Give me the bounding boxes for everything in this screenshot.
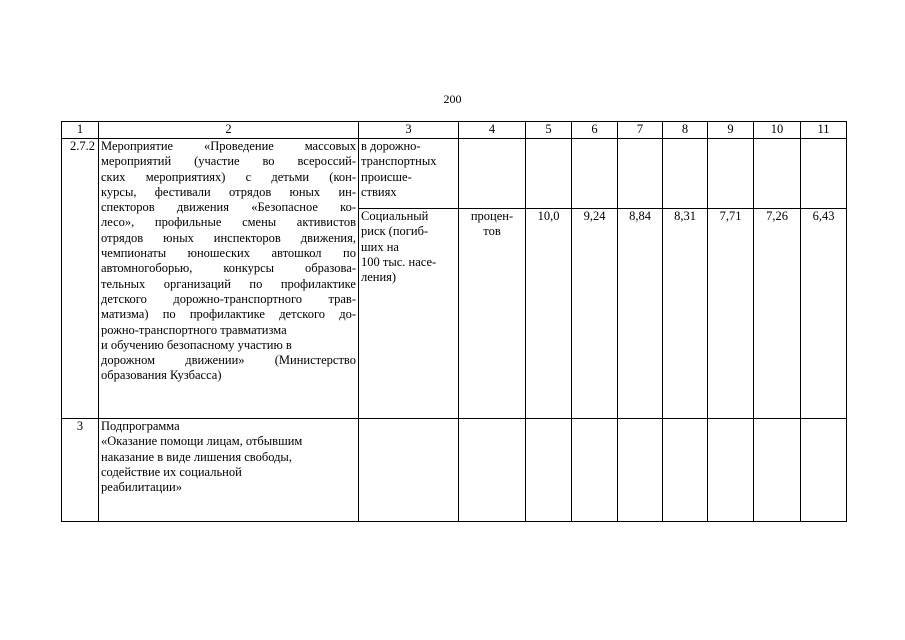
- header-cell: 8: [663, 122, 708, 139]
- header-cell: 11: [801, 122, 847, 139]
- indicator-line: происше-: [361, 169, 412, 184]
- indicator-table: [61, 121, 847, 522]
- empty-cell: [526, 419, 572, 522]
- header-cell: 4: [459, 122, 526, 139]
- description-line: отрядов юных инспекторов движения,: [101, 230, 356, 245]
- description-line: и обучению безопасному участию в: [101, 337, 292, 352]
- description-line: содействие их социальной: [101, 464, 242, 479]
- empty-cell: [572, 419, 618, 522]
- description-line: курсы, фестивали отрядов юных ин-: [101, 184, 356, 199]
- indicator-name-cell: [359, 209, 459, 419]
- indicator-line: риск (погиб-: [361, 224, 429, 239]
- description-line: образования Кузбасса): [101, 368, 222, 383]
- empty-cell: [459, 139, 526, 209]
- description-line: Мероприятие «Проведение массовых: [101, 139, 356, 153]
- row-number: 2.7.2: [62, 139, 99, 419]
- empty-cell: [708, 419, 754, 522]
- indicator-line: транспортных: [361, 154, 437, 169]
- description-line: чемпионаты юношеских автошкол по: [101, 246, 356, 261]
- description-line: мероприятий (участие во всероссий-: [101, 154, 356, 169]
- empty-cell: [459, 419, 526, 522]
- empty-cell: [708, 139, 754, 209]
- header-cell: 3: [359, 122, 459, 139]
- indicator-line: Социальный: [361, 209, 429, 223]
- value-cell: 10,0: [526, 209, 572, 419]
- description-line: «Оказание помощи лицам, отбывшим: [101, 434, 303, 449]
- indicator-line: в дорожно-: [361, 139, 421, 153]
- description-line: рожно-транспортного травматизма: [101, 322, 287, 337]
- empty-cell: [754, 419, 801, 522]
- indicator-line: 100 тыс. насе-: [361, 254, 437, 269]
- header-cell: 2: [99, 122, 359, 139]
- empty-cell: [618, 419, 663, 522]
- indicator-name-cell: [359, 139, 459, 209]
- empty-cell: [663, 139, 708, 209]
- empty-cell: [618, 139, 663, 209]
- indicator-line: ших на: [361, 239, 399, 254]
- value-cell: 7,71: [708, 209, 754, 419]
- table-header-row: [62, 122, 847, 139]
- indicator-line: ления): [361, 270, 397, 285]
- empty-cell: [663, 419, 708, 522]
- description-line: реабилитации»: [101, 480, 182, 495]
- header-cell: 7: [618, 122, 663, 139]
- header-cell: 1: [62, 122, 99, 139]
- unit-line: процен-: [470, 209, 514, 223]
- unit-line: тов: [483, 224, 501, 239]
- page-number: 200: [443, 92, 462, 106]
- header-cell: 5: [526, 122, 572, 139]
- value-cell: 8,84: [618, 209, 663, 419]
- empty-cell: [754, 139, 801, 209]
- row-description: [99, 139, 359, 419]
- header-cell: 9: [708, 122, 754, 139]
- empty-cell: [572, 139, 618, 209]
- empty-cell: [801, 419, 847, 522]
- unit-cell: [459, 209, 526, 419]
- empty-cell: [801, 139, 847, 209]
- empty-cell: [359, 419, 459, 522]
- header-cell: 10: [754, 122, 801, 139]
- description-line: ских мероприятиях) с детьми (кон-: [101, 169, 356, 184]
- value-cell: 8,31: [663, 209, 708, 419]
- header-cell: 6: [572, 122, 618, 139]
- description-line: автомногоборью, конкурсы образова-: [101, 261, 356, 276]
- table-row: [62, 419, 847, 522]
- empty-cell: [526, 139, 572, 209]
- description-line: лесо», профильные смены активистов: [101, 215, 356, 230]
- description-line: детского дорожно-транспортного трав-: [101, 291, 356, 306]
- row-number: 3: [62, 419, 99, 522]
- description-line: Подпрограмма: [101, 419, 180, 433]
- description-line: спекторов движения «Безопасное ко-: [101, 200, 356, 215]
- value-cell: 9,24: [572, 209, 618, 419]
- row-description: [99, 419, 359, 522]
- description-line: наказание в виде лишения свободы,: [101, 449, 292, 464]
- description-line: матизма) по профилактике детского до-: [101, 307, 356, 322]
- value-cell: 7,26: [754, 209, 801, 419]
- table-row: [62, 139, 847, 209]
- indicator-line: ствиях: [361, 184, 397, 199]
- description-line: тельных организаций по профилактике: [101, 276, 356, 291]
- value-cell: 6,43: [801, 209, 847, 419]
- description-line: дорожном движении» (Министерство: [101, 353, 356, 368]
